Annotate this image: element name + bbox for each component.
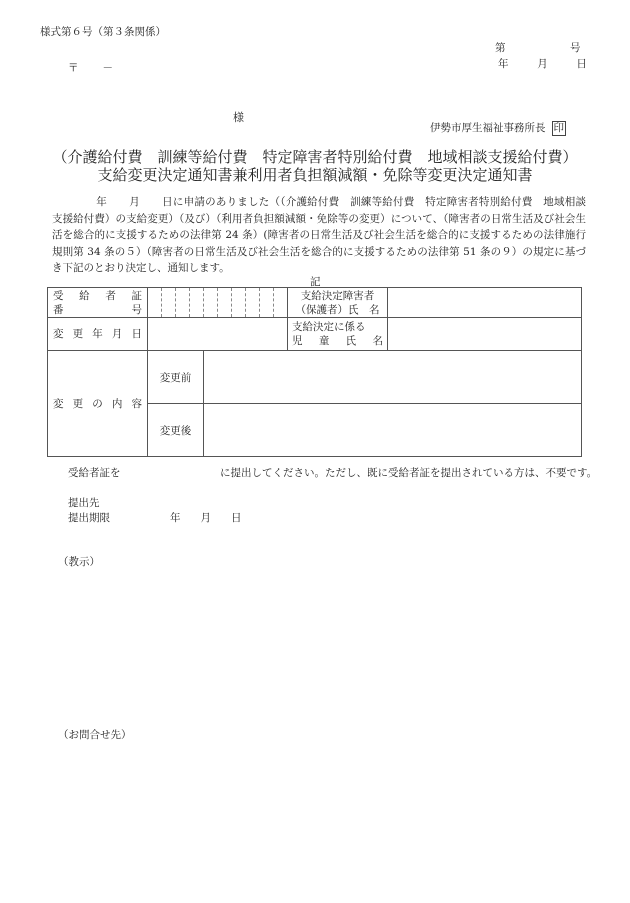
issue-date-year: 年 bbox=[498, 58, 509, 70]
change-date-label bbox=[48, 318, 148, 351]
issuer-name: 伊勢市厚生福祉事務所長 bbox=[430, 122, 546, 134]
deadline-month: 月 bbox=[200, 512, 211, 524]
label-char: 証 bbox=[131, 289, 142, 302]
recipient-number-digit[interactable] bbox=[232, 288, 246, 318]
child-name-value[interactable] bbox=[388, 318, 582, 351]
addressee-suffix: 様 bbox=[233, 111, 244, 124]
after-label: 変更後 bbox=[148, 404, 204, 457]
change-date-value[interactable] bbox=[148, 318, 288, 351]
recipient-number-digit[interactable] bbox=[218, 288, 232, 318]
deadline-year: 年 bbox=[170, 512, 181, 524]
label-char: 日 bbox=[131, 328, 142, 340]
label-char: 童 bbox=[318, 335, 330, 347]
issue-date-day: 日 bbox=[576, 58, 587, 70]
label-char: 番 bbox=[53, 303, 64, 316]
title-line-2: 支給変更決定通知書兼利用者負担額減額・免除等変更決定通知書 bbox=[97, 166, 533, 184]
form-number: 様式第６号（第３条関係） bbox=[40, 26, 166, 38]
label-char: 変 bbox=[53, 397, 64, 410]
label-char: 年 bbox=[92, 328, 103, 340]
child-name-label bbox=[288, 318, 388, 351]
label-char: 変 bbox=[53, 328, 64, 340]
guardian-name-value[interactable] bbox=[388, 288, 582, 318]
label-char: 容 bbox=[131, 397, 142, 410]
contact-label: （お問合せ先） bbox=[58, 729, 132, 741]
seal-icon: 印 bbox=[553, 122, 564, 134]
recipient-number-digit[interactable] bbox=[274, 288, 288, 318]
label-char: 受 bbox=[53, 289, 64, 302]
label-char: 名 bbox=[372, 335, 383, 347]
document-number-prefix: 第 bbox=[495, 42, 506, 54]
decision-table bbox=[47, 287, 582, 457]
issuer bbox=[430, 120, 566, 136]
issue-date bbox=[498, 56, 587, 71]
recipient-number-digit[interactable] bbox=[148, 288, 162, 318]
body-text: 日に申請のありました（（介護給付費 訓練等給付費 特定障害者特別給付費 地域相談支援給付費）の支給変更）（及び）（利用者負担額減額・免除等の変更）について、（障害者の日常生活及び社会生活を総合的に支援するための法律第 24 条）(障害者の日常生活及び社会生活を総合的に支援するための法律施行規則第 34 条の５）（障害者の日常生活及び社会生活を総合的に支援するための法律第 51 条の９）の規定に基づき下記のとおり決定し、通知します。 bbox=[52, 196, 587, 275]
recipient-number-digit[interactable] bbox=[162, 288, 176, 318]
postal-mark-icon: 〒 bbox=[68, 62, 79, 74]
ki-heading: 記 bbox=[310, 276, 321, 288]
deadline-date bbox=[170, 510, 242, 525]
label-char: 月 bbox=[111, 328, 123, 340]
submit-note-prefix: 受給者証を bbox=[68, 467, 121, 479]
recipient-number-digit[interactable] bbox=[204, 288, 218, 318]
submit-note-suffix: に提出してください。ただし、既に受給者証を提出されている方は、不要です。 bbox=[220, 467, 598, 479]
guardian-name-label bbox=[288, 288, 388, 318]
body-month: 月 bbox=[128, 196, 140, 208]
recipient-number-digit[interactable] bbox=[246, 288, 260, 318]
label-char: 内 bbox=[111, 397, 123, 410]
before-label: 変更前 bbox=[148, 351, 204, 404]
recipient-number-digit[interactable] bbox=[190, 288, 204, 318]
row-change-date bbox=[48, 318, 582, 351]
issue-date-month: 月 bbox=[537, 58, 548, 70]
title-line-1: （介護給付費 訓練等給付費 特定障害者特別給付費 地域相談支援給付費） bbox=[52, 148, 578, 166]
label-char: 者 bbox=[105, 289, 116, 302]
deadline-day: 日 bbox=[231, 512, 242, 524]
guardian-name-label-line2: （保護者）氏 名 bbox=[295, 303, 380, 316]
label-char: 更 bbox=[72, 397, 84, 410]
deadline-label: 提出期限 bbox=[68, 512, 110, 524]
row-change-before bbox=[48, 351, 582, 404]
before-value[interactable] bbox=[204, 351, 582, 404]
row-recipient-number bbox=[48, 288, 582, 318]
change-content-label bbox=[48, 351, 148, 457]
label-char: 氏 bbox=[345, 335, 357, 347]
recipient-number-digit[interactable] bbox=[176, 288, 190, 318]
after-value[interactable] bbox=[204, 404, 582, 457]
label-char: 給 bbox=[79, 289, 90, 302]
label-char: 号 bbox=[131, 303, 142, 316]
body-year: 年 bbox=[96, 196, 107, 208]
label-char: 児 bbox=[292, 335, 303, 347]
label-char: 更 bbox=[72, 328, 84, 340]
guardian-name-label-line1: 支給決定障害者 bbox=[300, 289, 375, 302]
destination-label: 提出先 bbox=[68, 497, 100, 509]
postal-code bbox=[68, 60, 113, 75]
recipient-number-label bbox=[48, 288, 148, 318]
recipient-number-digit[interactable] bbox=[260, 288, 274, 318]
document-number-suffix: 号 bbox=[570, 42, 581, 54]
body-paragraph bbox=[52, 194, 586, 277]
postal-dash: － bbox=[102, 62, 113, 74]
label-char: の bbox=[92, 397, 103, 410]
child-name-label-line1: 支給決定に係る bbox=[292, 321, 366, 333]
instruction-label: （教示） bbox=[58, 556, 100, 568]
